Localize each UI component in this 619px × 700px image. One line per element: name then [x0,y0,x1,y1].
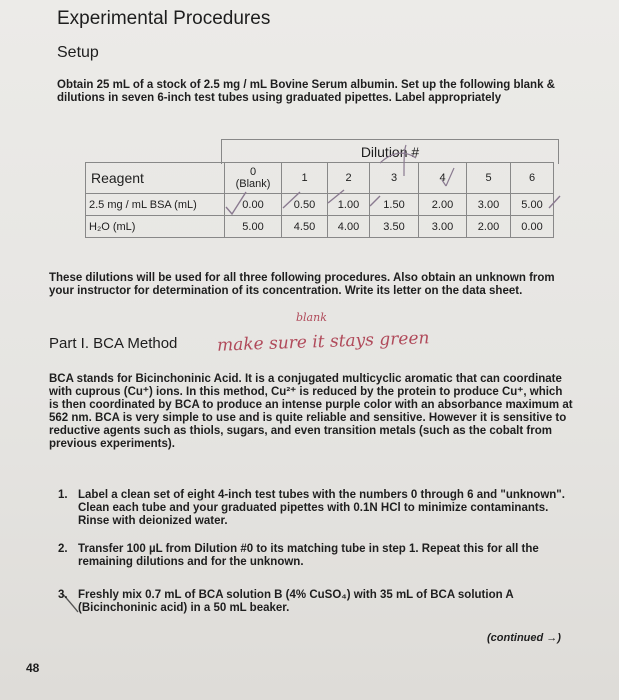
step-text: Label a clean set of eight 4-inch test tubes with the numbers 0 through 6 and "unknown". Clean each tube and your graduated pipettes with 0.1N HCl to minimize contaminants. Rinse with deionized water. [78,489,565,527]
table-cell: 2.00 [467,216,511,238]
table-cell: 3.00 [419,216,467,238]
dilution-col-5: 5 [467,163,511,194]
table-cell: 2.00 [419,194,467,216]
page-heading: Experimental Procedures [57,8,271,29]
step-text: Transfer 100 µL from Dilution #0 to its matching tube in step 1. Repeat this for all the remaining dilutions and for the unknown. [78,543,539,568]
page-number: 48 [26,661,40,675]
handwritten-blank: blank [296,311,327,324]
dilution-col-3: 3 [370,163,419,194]
table-cell: 0.50 [282,194,328,216]
dilution-header: Dilution # [221,139,559,164]
row-label-bsa: 2.5 mg / mL BSA (mL) [86,194,225,216]
section-heading-bca: Part I. BCA Method [49,335,178,352]
table-cell: 1.50 [370,194,419,216]
table-cell: 0.00 [225,194,282,216]
step-number: 1. [58,489,68,501]
dilution-table [85,162,554,238]
dilution-col-1: 1 [282,163,328,194]
table-cell: 0.00 [511,216,554,238]
dilution-usage-note: These dilutions will be used for all three following procedures. Also obtain an unknown from your instructor for determination of its concentration. Write its letter on the data sheet. [49,272,555,297]
dilution-col-2: 2 [328,163,370,194]
table-cell: 1.00 [328,194,370,216]
section-heading-setup: Setup [57,44,99,61]
list-item [58,589,578,615]
bca-description: BCA stands for Bicinchoninic Acid. It is a conjugated multicyclic aromatic that can coordinate with cuprous (Cu⁺) ions. In this method, Cu²⁺ is reduced by the protein to produce Cu⁺, which is then coordinated by BCA to produce an intense purple color with an absorbance maximum at 562 nm. BCA is very simple to use and is quite reliable and sensitive. However it is sensitive to reductive agents such as thiols, sugars, and even transition metals (such as the cobalt from previous experiments). [49,373,573,450]
table-cell: 5.00 [511,194,554,216]
row-label-water: H₂O (mL) [86,216,225,238]
list-item [58,543,578,569]
reagent-header: Reagent [86,163,225,194]
table-cell: 5.00 [225,216,282,238]
dilution-col-4: 4 [419,163,467,194]
dilution-col-6: 6 [511,163,554,194]
step-number: 3. [58,589,68,601]
setup-instructions: Obtain 25 mL of a stock of 2.5 mg / mL Bovine Serum albumin. Set up the following blank & dilutions in seven 6-inch test tubes using graduated pipettes. Label appropriately [57,79,555,104]
step-number: 2. [58,543,68,555]
continued-note: (continued →) [487,632,561,644]
step-text: Freshly mix 0.7 mL of BCA solution B (4% CuSO₄) with 35 mL of BCA solution A (Bicinchoninic acid) in a 50 mL beaker. [78,589,514,614]
table-cell: 3.00 [467,194,511,216]
list-item [58,489,578,528]
handwritten-note: make sure it stays green [216,328,430,356]
dilution-col-0: 0 (Blank) [225,163,282,194]
table-cell: 3.50 [370,216,419,238]
table-cell: 4.00 [328,216,370,238]
table-cell: 4.50 [282,216,328,238]
